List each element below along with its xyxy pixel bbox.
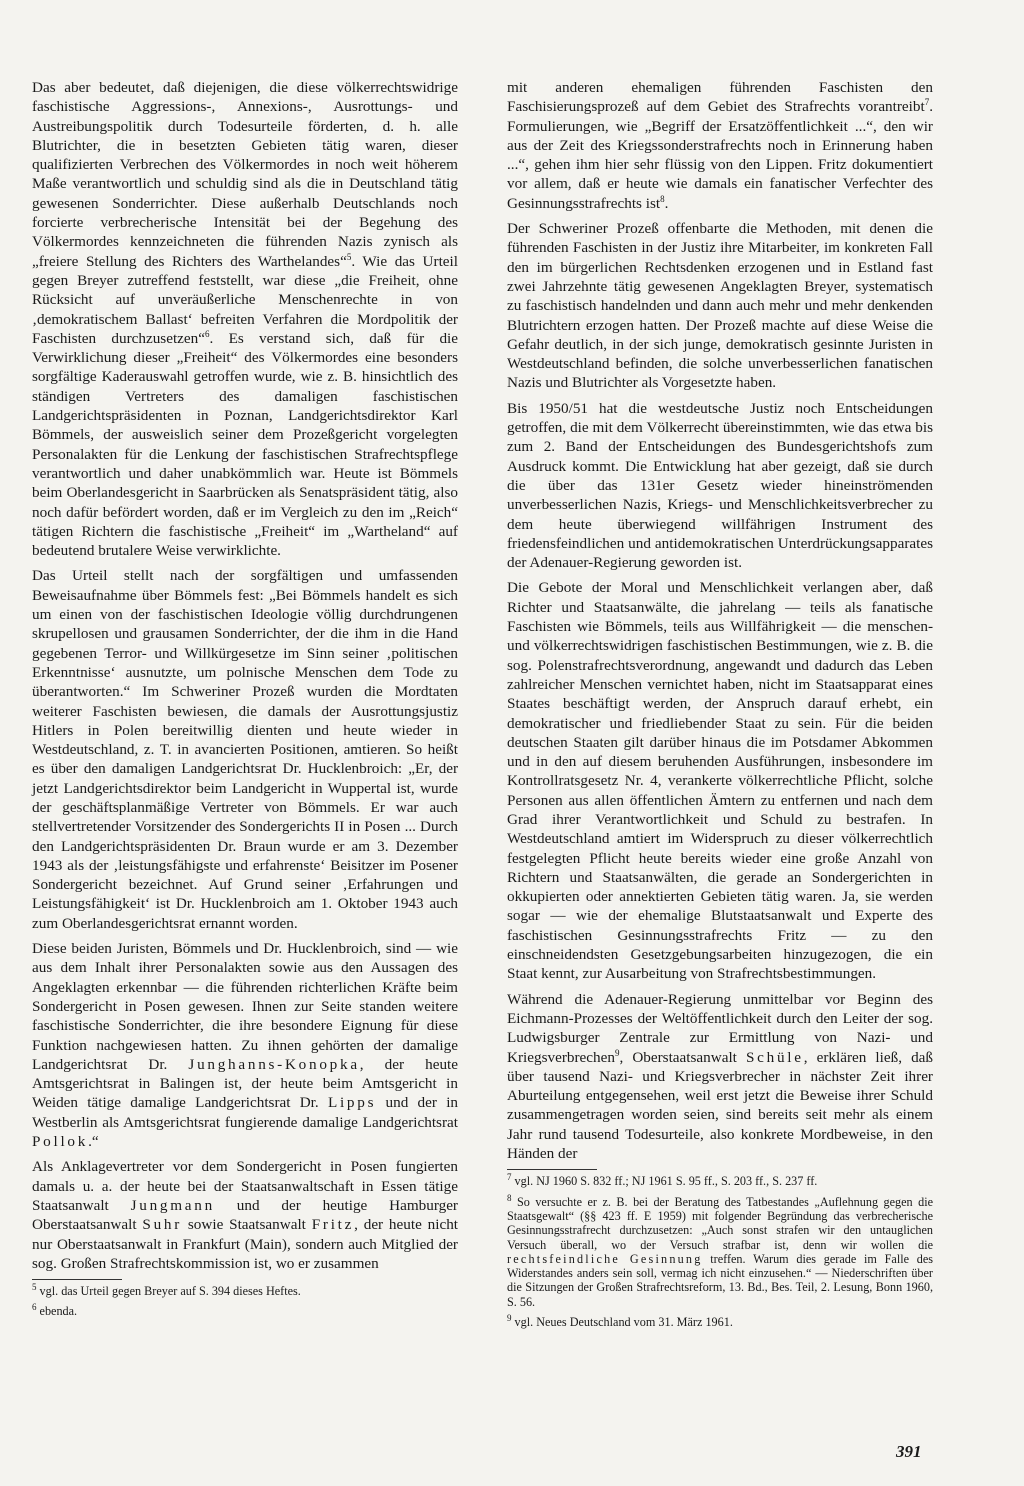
footnote-ref: 7 xyxy=(924,97,930,108)
spaced-name: Junghanns-Konopka xyxy=(188,1055,360,1073)
page-number: 391 xyxy=(896,1442,922,1461)
left-column xyxy=(32,78,458,1325)
footnote-divider xyxy=(507,1169,597,1170)
footnote: $^5$ vgl. das Urteil gegen Breyer auf S. 394 dieses Heftes. xyxy=(32,1282,301,1299)
paragraph: mit anderen ehemaligen führenden Faschisten den Faschisierungsprozeß auf dem Gebiet des Strafrechts vorantreibt$^7$. Formulierungen, wie „Begriff der Ersatzöffentlichkeit ...“, den wir aus der Zeit des Kriegssonderstrafrechts noch in Erinnerung haben ...“, gehen ihm hier sehr flüssig von den Lippen. Fritz dokumentiert vor allem, daß er heute wie damals ein fanatischer Verfechter des Gesinnungsstrafrechts ist$^8$. xyxy=(507,79,933,212)
spaced-name: Jungmann xyxy=(130,1196,215,1214)
spaced-name: Lipps xyxy=(327,1094,377,1112)
footnote: $^9$ vgl. Neues Deutschland vom 31. März 1961. xyxy=(507,1312,733,1329)
paragraph: Das aber bedeutet, daß diejenigen, die diese völkerrechtswidrige faschistische Aggressions-, Annexions-, Ausrottungs- und Austreibungspolitik durch Todesurteile förderten, d. h. alle Blutrichter, die in besetzten Gebieten tätig waren, dieser qualifizierten Verbrechen des Völkermordes in noch weit höherem Maße verantwortlich und schuldig sind als die in Deutschland tätig gewesenen Sonderrichter. Diese außerhalb Deutschlands noch forcierte verbrecherische Intensität bei der Begehung des Völkermordes kennzeichneten die führenden Nazis zynisch als „freiere Stellung des Richters des Warthelandes“$^5$. Wie das Urteil gegen Breyer zutreffend feststellt, war diese „die Freiheit, ohne Rücksicht auf unveräußerliche Menschenrechte in von ‚demokratischem Ballast‘ befreiten Verfahren die Mordpolitik der Faschisten durchzusetzen“$^6$. Es verstand sich, daß für die Verwirklichung dieser „Freiheit“ des Völkermordes eine besonders sorgfältige Kaderauswahl getroffen wurde, wie z. B. hinsichtlich des ständigen Vertreters des damaligen faschistischen Landgerichtspräsidenten in Poznan, Landgerichtsdirektor Karl Bömmels, der ausweislich seiner dem Prozeßgericht vorgelegten Personalakten für die Lenkung der faschistischen Strafrechtspflege verantwortlich und daher unabkömmlich war. Heute ist Bömmels beim Oberlandesgericht in Saarbrücken als Senatspräsident tätig, also noch dafür befördert worden, daß er im Vergleich zu den im „Reich“ tätigen Richtern die faschistische „Freiheit“ im „Wartheland“ auf bedeutend brutalere Weise verwirklichte. xyxy=(32,79,459,560)
footnote: $^8$ So versuchte er z. B. bei der Beratung des Tatbestandes „Auflehnung gegen die Staatsgewalt“ (§§ 423 ff. E 1959) mit folgender Begründung das verbrecherische Gesinnungsstrafrecht durchzusetzen: „Auch sonst strafen wir den untauglichen Versuch überall, wo der Versuch strafbar ist, denn wir wollen die rechtsfeindliche Gesinnung treffen. Warum dies gerade im Falle des Widerstandes anders sein soll, vermag ich nicht einzusehen.“ — Niederschriften über die Sitzungen der Großen Strafrechtsreform, 13. Bd., Bes. Teil, 2. Lesung, Bonn 1960, S. 56. xyxy=(507,1192,933,1309)
paragraph: Das Urteil stellt nach der sorgfältigen und umfassenden Beweisaufnahme über Bömmels fest: „Bei Bömmels handelt es sich um einen von der faschistischen Ideologie völlig durchdrungenen skrupellosen und grausamen Sonderrichter, der die ihm in die Hand gegebenen Terror- und Willkürgesetze im Sinn seiner ‚politischen Erkenntnisse‘ ausnutzte, um polnische Menschen dem Tode zu überantworten.“ Im Schweriner Prozeß wurden die Mordtaten weiterer Faschisten bewiesen, die damals der Ausrottungsjustiz Hitlers in Polen bereitwillig dienten und heute wieder in Westdeutschland, z. T. in avancierten Positionen, amtieren. So heißt es über den damaligen Landgerichtsrat Dr. Hucklenbroich: „Er, der jetzt Landgerichtsdirektor beim Landgericht in Wuppertal ist, wurde der geschäftsplanmäßige Vertreter von Bömmels. Er war auch stellvertretender Vorsitzender des Sondergerichts II in Posen ... Durch den Landgerichtspräsidenten Dr. Braun wurde er am 3. Dezember 1943 als der ‚leistungsfähigste und erfahrenste‘ Beisitzer im Posener Sondergericht bezeichnet. Auf Grund seiner ‚Erfahrungen und Leistungsfähigkeit‘ ist Dr. Hucklenbroich am 1. Oktober 1943 auch zum Oberlandesgerichtsrat ernannt worden. xyxy=(32,567,458,932)
footnote-ref: 8 xyxy=(660,193,665,204)
footnote-ref: 6 xyxy=(205,328,210,339)
footnote-divider xyxy=(32,1279,122,1280)
spaced-name: Schüle xyxy=(745,1048,804,1066)
footnote-ref: 9 xyxy=(614,1047,620,1058)
footnote: $^6$ ebenda. xyxy=(32,1302,78,1319)
paragraph: Der Schweriner Prozeß offenbarte die Methoden, mit denen die führenden Faschisten in der Justiz ihre Mitarbeiter, im konkreten Fall den im bürgerlichen Rechtsdenken erzogenen und in Estland fast zwei Jahrzehnte tätig gewesenen Angeklagten Breyer, systematisch zu faschistisch handelnden und dann auch mehr und mehr denkenden Blutrichtern erzogen hatten. Der Prozeß machte auf diese Weise die Gefahr deutlich, in der sich junge, demokratisch gesinnte Juristen in Westdeutschland befinden, die solche unverbesserlichen fanatischen Nazis und Blutrichter als Vorgesetzte haben. xyxy=(507,220,933,392)
paragraph: Diese beiden Juristen, Bömmels und Dr. Hucklenbroich, sind — wie aus dem Inhalt ihrer Personalakten sowie aus den Aussagen des Angeklagten erkennbar — die führenden richterlichen Kräfte beim Sondergericht in Posen gewesen. Ihnen zur Seite standen weitere faschistische Sonderrichter, die ihre besondere Eignung für diese Funktion nachgewiesen hatten. Zu ihnen gehörten der damalige Landgerichtsrat Dr. Junghanns-Konopka, der heute Amtsgerichtsrat in Balingen ist, der heute beim Amtsgericht in Weiden tätige damalige Landgerichtsrat Dr. Lipps und der in Westberlin als Amtsgerichtsrat fungierende damalige Landgerichtsrat Pollok.“ xyxy=(32,940,459,1151)
spaced-name: Fritz xyxy=(311,1216,355,1234)
right-column xyxy=(507,78,933,1335)
spaced-phrase: rechtsfeindliche Gesinnung xyxy=(507,1251,703,1266)
paragraph: Bis 1950/51 hat die westdeutsche Justiz noch Entscheidungen getroffen, die mit dem Völkerrecht übereinstimmten, wie das etwa bis zum 2. Band der Entscheidungen des Bundesgerichtshofs zum Ausdruck kommt. Die Entwicklung hat aber gezeigt, daß sie durch die über das 131er Gesetz wieder hineinströmenden unverbesserlichen Nazis, Kriegs- und Menschlichkeitsverbrecher zu dem heute überwiegend willfährigen Instrument des friedensfeindlichen und antidemokratischen Unterdrückungsapparates der Adenauer-Regierung geworden ist. xyxy=(507,399,933,572)
spaced-name: Suhr xyxy=(142,1216,183,1234)
spaced-name: Pollok xyxy=(32,1133,89,1151)
paragraph: Während die Adenauer-Regierung unmittelbar vor Beginn des Eichmann-Prozesses der Weltöffentlichkeit durch den Leiter der sog. Ludwigsburger Zentrale zur Ermittlung von Nazi- und Kriegsverbrechen$^9$, Oberstaatsanwalt Schüle, erklären ließ, daß über tausend Nazi- und Kriegsverbrecher in nächster Zeit ihrer Aburteilung entgegensehen, weil erst jetzt die Beweise ihrer Schuld zusammengetragen worden seien, sind bereits seit mehr als einem Jahr rund tausend Todesurteile, also konkrete Mordbeweise, in den Händen der xyxy=(507,990,933,1163)
paragraph: Die Gebote der Moral und Menschlichkeit verlangen aber, daß Richter und Staatsanwälte, die jahrelang — teils als fanatische Faschisten wie Bömmels, teils aus Willfährigkeit — die menschen- und völkerrechtswidrigen faschistischen Bestimmungen, wie z. B. die sog. Polenstrafrechtsverordnung, angewandt und dadurch das Leben zahlreicher Menschen vernichtet haben, nicht im Staatsapparat eines Staates beschäftigt werden, der Anspruch darauf erhebt, ein demokratischer und friedliebender Staat zu sein. Für die beiden deutschen Staaten gilt darüber hinaus die im Potsdamer Abkommen und in den auf diesem beruhenden Ausführungen, insbesondere im Kontrollratsgesetz Nr. 4, verankerte völkerrechtliche Pflicht, solche Personen aus allen öffentlichen Ämtern zu entfernen und nach dem Grad ihrer Verantwortlichkeit und Schuld zu bestrafen. In Westdeutschland amtiert im Widerspruch zu dieser völkerrechtlich festgelegten Pflicht heute bereits wieder eine große Anzahl von Richtern und Staatsanwälten, die gerade an Sondergerichten in okkupierten oder annektierten Gebieten tätig waren. Ja, sie werden sogar — wie der ehemalige Blutstaatsanwalt und Experte des faschistischen Gesinnungsstrafrechts Fritz — zu den einschneidendsten Gesetzgebungsarbeiten hinzugezogen, die ein Staat kennt, zur Ausarbeitung von Strafrechtsbestimmungen. xyxy=(507,579,933,983)
footnote-ref: 5 xyxy=(346,251,352,262)
footnote: $^7$ vgl. NJ 1960 S. 832 ff.; NJ 1961 S. 95 ff., S. 203 ff., S. 237 ff. xyxy=(507,1172,818,1189)
paragraph: Als Anklagevertreter vor dem Sondergericht in Posen fungierten damals u. a. der heute bei der Staatsanwaltschaft in Essen tätige Staatsanwalt Jungmann und der heutige Hamburger Oberstaatsanwalt Suhr sowie Staatsanwalt Fritz, der heute nicht nur Oberstaatsanwalt in Frankfurt (Main), sondern auch Mitglied der sog. Großen Strafrechtskommission ist, wo er zusammen xyxy=(32,1158,459,1272)
